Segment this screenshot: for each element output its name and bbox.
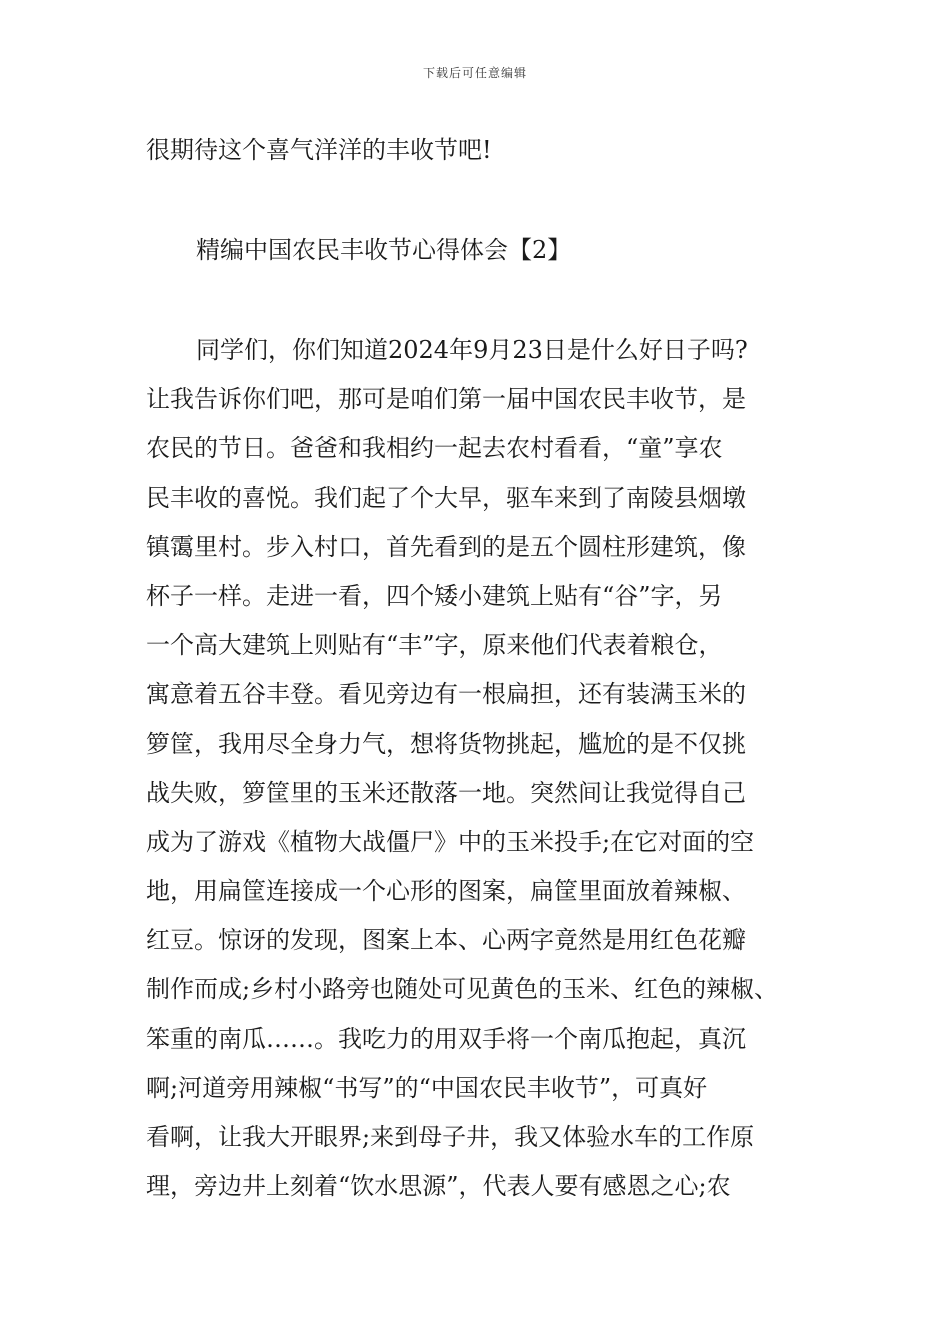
paragraph-line: 笨重的南瓜……。我吃力的用双手将一个南瓜抱起，真沉 [146,1024,746,1053]
paragraph-line: 民丰收的喜悦。我们起了个大早，驱车来到了南陵县烟墩 [146,483,746,512]
paragraph-line: 战失败，箩筐里的玉米还散落一地。突然间让我觉得自己 [146,778,746,807]
paragraph-line: 看啊，让我大开眼界;来到母子井，我又体验水车的工作原 [146,1123,755,1151]
paragraph-line: 箩筐，我用尽全身力气，想将货物挑起，尴尬的是不仅挑 [146,729,746,758]
page-header: 下载后可任意编辑 [422,66,527,80]
body-paragraph [146,334,806,1219]
paragraph-line: 一个高大建筑上则贴有“丰”字，原来他们代表着粮仓， [146,631,723,660]
paragraph-line: 地，用扁筐连接成一个心形的图案，扁筐里面放着辣椒、 [146,877,746,906]
paragraph-line: 镇霭里村。步入村口，首先看到的是五个圆柱形建筑，像 [146,532,746,561]
section-heading: 精编中国农民丰收节心得体会【2】 [196,236,572,264]
paragraph-line: 理，旁边井上刻着“饮水思源”，代表人要有感恩之心;农 [146,1172,731,1201]
paragraph-line: 同学们，你们知道2024年9月23日是什么好日子吗? [196,336,748,364]
paragraph-line: 寓意着五谷丰登。看见旁边有一根扁担，还有装满玉米的 [146,680,746,709]
paragraph-line: 成为了游戏《植物大战僵尸》中的玉米投手;在它对面的空 [146,827,755,856]
paragraph-line: 制作而成;乡村小路旁也随处可见黄色的玉米、红色的辣椒、 [146,975,779,1004]
paragraph-line: 让我告诉你们吧，那可是咱们第一届中国农民丰收节，是 [146,385,746,414]
paragraph-line: 农民的节日。爸爸和我相约一起去农村看看，“童”享农 [146,434,723,463]
paragraph-line: 啊;河道旁用辣椒“书写”的“中国农民丰收节”，可真好 [146,1073,708,1102]
paragraph-line: 红豆。惊讶的发现，图案上本、心两字竟然是用红色花瓣 [146,926,746,955]
paragraph-line: 杯子一样。走进一看，四个矮小建筑上贴有“谷”字，另 [146,581,723,610]
closing-line: 很期待这个喜气洋洋的丰收节吧! [146,136,492,164]
